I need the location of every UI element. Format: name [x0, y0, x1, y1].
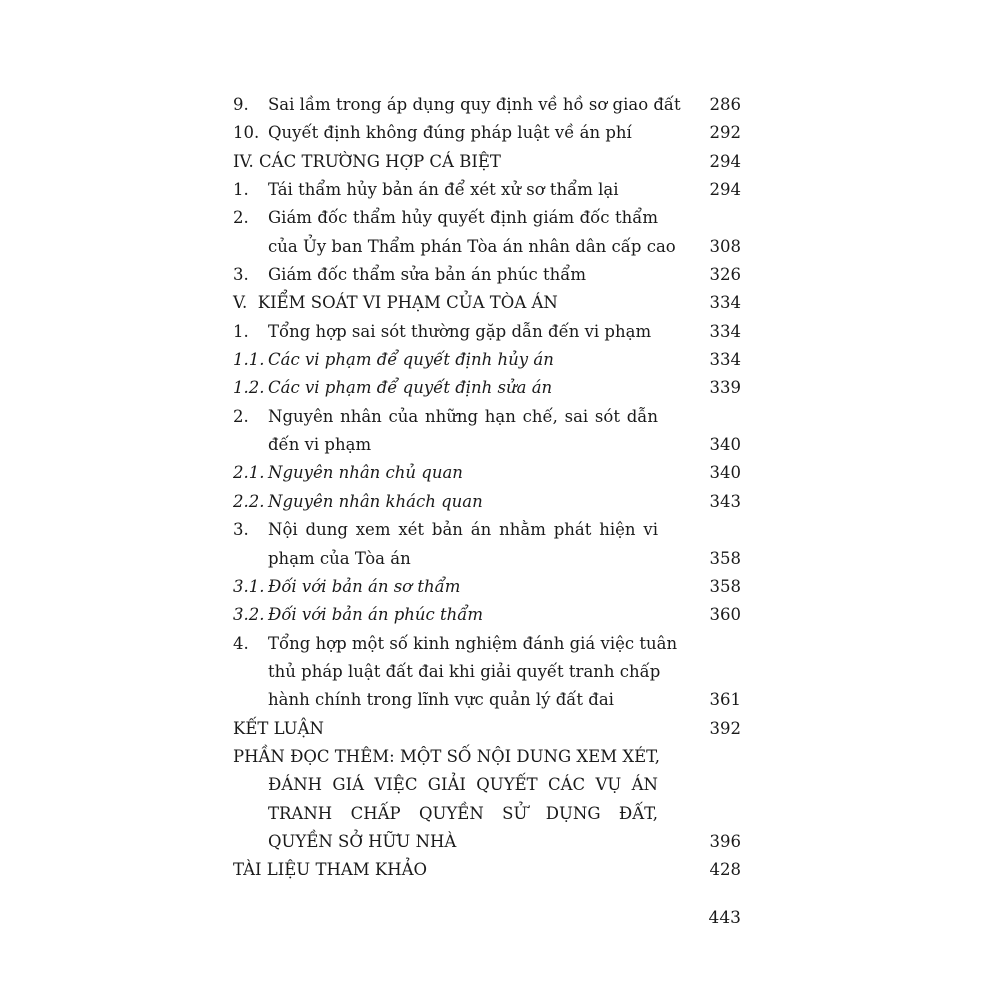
- toc-entry-page: 294: [709, 151, 741, 171]
- toc-section-title: PHẦN ĐỌC THÊM: MỘT SỐ NỘI DUNG XEM XÉT,: [233, 746, 660, 766]
- toc-entry-title: của Ủy ban Thẩm phán Tòa án nhân dân cấp cao: [268, 236, 676, 256]
- toc-section-title: IV. CÁC TRƯỜNG HỢP CÁ BIỆT: [233, 151, 501, 171]
- toc-subentry: [233, 459, 741, 487]
- toc-entry-title: hành chính trong lĩnh vực quản lý đất đai: [268, 690, 614, 710]
- toc-entry-continuation: [233, 800, 741, 828]
- toc-entry: [233, 176, 741, 204]
- toc-section-heading: [233, 148, 741, 176]
- toc-entry-continuation: [233, 545, 741, 573]
- toc-entry-page: 358: [709, 548, 741, 568]
- toc-entry-continuation: [233, 771, 741, 799]
- toc-entry-page: 360: [709, 605, 741, 625]
- toc-entry: [233, 318, 741, 346]
- toc-section-title: ĐÁNH GIÁ VIỆC GIẢI QUYẾT CÁC VỤ ÁN: [268, 775, 658, 795]
- table-of-contents: [233, 91, 741, 885]
- toc-entry-number: 1.: [233, 321, 249, 341]
- toc-entry-title: Nguyên nhân khách quan: [268, 491, 483, 511]
- toc-entry: [233, 403, 741, 431]
- toc-entry-page: 334: [709, 321, 741, 341]
- toc-section-title: V. KIỂM SOÁT VI PHẠM CỦA TÒA ÁN: [233, 293, 558, 313]
- toc-subentry: [233, 601, 741, 629]
- page-number: 443: [708, 908, 741, 928]
- toc-entry-page: 361: [709, 690, 741, 710]
- toc-entry-page: 308: [709, 236, 741, 256]
- toc-entry-continuation: [233, 233, 741, 261]
- toc-entry-number: 1.: [233, 180, 249, 200]
- toc-section-title: TRANH CHẤP QUYỀN SỬ DỤNG ĐẤT,: [268, 803, 658, 823]
- toc-entry-number: 3.: [233, 520, 249, 540]
- toc-entry-title: Đối với bản án sơ thẩm: [268, 576, 461, 596]
- toc-entry: [233, 261, 741, 289]
- toc-entry-title: Sai lầm trong áp dụng quy định về hồ sơ giao đất: [268, 95, 681, 114]
- toc-entry-title: Các vi phạm để quyết định hủy án: [268, 350, 554, 370]
- toc-entry-title: phạm của Tòa án: [268, 548, 411, 568]
- toc-subentry: [233, 374, 741, 402]
- toc-entry-number: 3.1.: [233, 576, 265, 596]
- toc-entry-title: Đối với bản án phúc thẩm: [268, 605, 484, 625]
- toc-entry-page: 292: [709, 123, 741, 143]
- toc-entry-title: Quyết định không đúng pháp luật về án phí: [268, 123, 632, 143]
- toc-entry-page: 358: [709, 576, 741, 596]
- toc-entry-number: 2.: [233, 208, 249, 228]
- toc-section-heading: [233, 715, 741, 743]
- toc-subentry: [233, 573, 741, 601]
- toc-entry-page: 428: [709, 860, 741, 880]
- toc-entry-title: Nguyên nhân của những hạn chế, sai sót dẫn: [268, 406, 658, 426]
- toc-section-title: QUYỀN SỞ HỮU NHÀ: [268, 831, 457, 851]
- toc-entry-title: thủ pháp luật đất đai khi giải quyết tranh chấp: [268, 661, 661, 681]
- toc-entry-page: 340: [709, 435, 741, 455]
- toc-section-heading: [233, 856, 741, 884]
- toc-entry-number: 1.2.: [233, 378, 265, 398]
- toc-entry-continuation: [233, 431, 741, 459]
- toc-entry-number: 3.: [233, 265, 249, 285]
- toc-entry-number: 1.1.: [233, 350, 265, 370]
- toc-entry-number: 10.: [233, 123, 260, 143]
- toc-entry-title: Tổng hợp sai sót thường gặp dẫn đến vi phạm: [268, 321, 652, 341]
- toc-entry: [233, 516, 741, 544]
- toc-section-heading: [233, 743, 741, 771]
- toc-entry-number: 4.: [233, 633, 249, 653]
- toc-section-title: TÀI LIỆU THAM KHẢO: [233, 860, 428, 880]
- toc-entry-title: Tái thẩm hủy bản án để xét xử sơ thẩm lại: [268, 180, 619, 200]
- toc-entry: [233, 204, 741, 232]
- toc-entry-title: Nguyên nhân chủ quan: [268, 463, 463, 483]
- toc-entry-title: Giám đốc thẩm sửa bản án phúc thẩm: [268, 265, 587, 285]
- toc-entry-page: 396: [709, 831, 741, 851]
- toc-entry-number: 3.2.: [233, 605, 265, 625]
- toc-entry-page: 343: [709, 491, 741, 511]
- toc-entry-number: 9.: [233, 95, 249, 114]
- toc-entry-page: 340: [709, 463, 741, 483]
- toc-subentry: [233, 488, 741, 516]
- toc-entry: [233, 91, 741, 119]
- toc-entry: [233, 630, 741, 658]
- toc-entry-page: 334: [709, 350, 741, 370]
- toc-entry-number: 2.1.: [233, 463, 265, 483]
- toc-section-title: KẾT LUẬN: [233, 718, 324, 738]
- toc-entry-page: 392: [709, 718, 741, 738]
- toc-entry-title: Nội dung xem xét bản án nhằm phát hiện vi: [268, 520, 658, 540]
- toc-entry-continuation: [233, 658, 741, 686]
- toc-entry-page: 334: [709, 293, 741, 313]
- toc-section-heading: [233, 289, 741, 317]
- toc-entry-number: 2.: [233, 406, 249, 426]
- toc-entry-title: Các vi phạm để quyết định sửa án: [268, 378, 553, 398]
- toc-entry-continuation: [233, 828, 741, 856]
- toc-entry-title: Giám đốc thẩm hủy quyết định giám đốc thẩm: [268, 208, 658, 228]
- toc-entry-number: 2.2.: [233, 491, 265, 511]
- toc-entry-page: 326: [709, 265, 741, 285]
- toc-entry-title: đến vi phạm: [268, 435, 372, 455]
- toc-entry-page: 286: [709, 95, 741, 114]
- toc-entry-continuation: [233, 686, 741, 714]
- toc-entry-page: 294: [709, 180, 741, 200]
- toc-entry-page: 339: [709, 378, 741, 398]
- toc-entry: [233, 119, 741, 147]
- toc-entry-title: Tổng hợp một số kinh nghiệm đánh giá việc tuân: [268, 633, 678, 653]
- toc-subentry: [233, 346, 741, 374]
